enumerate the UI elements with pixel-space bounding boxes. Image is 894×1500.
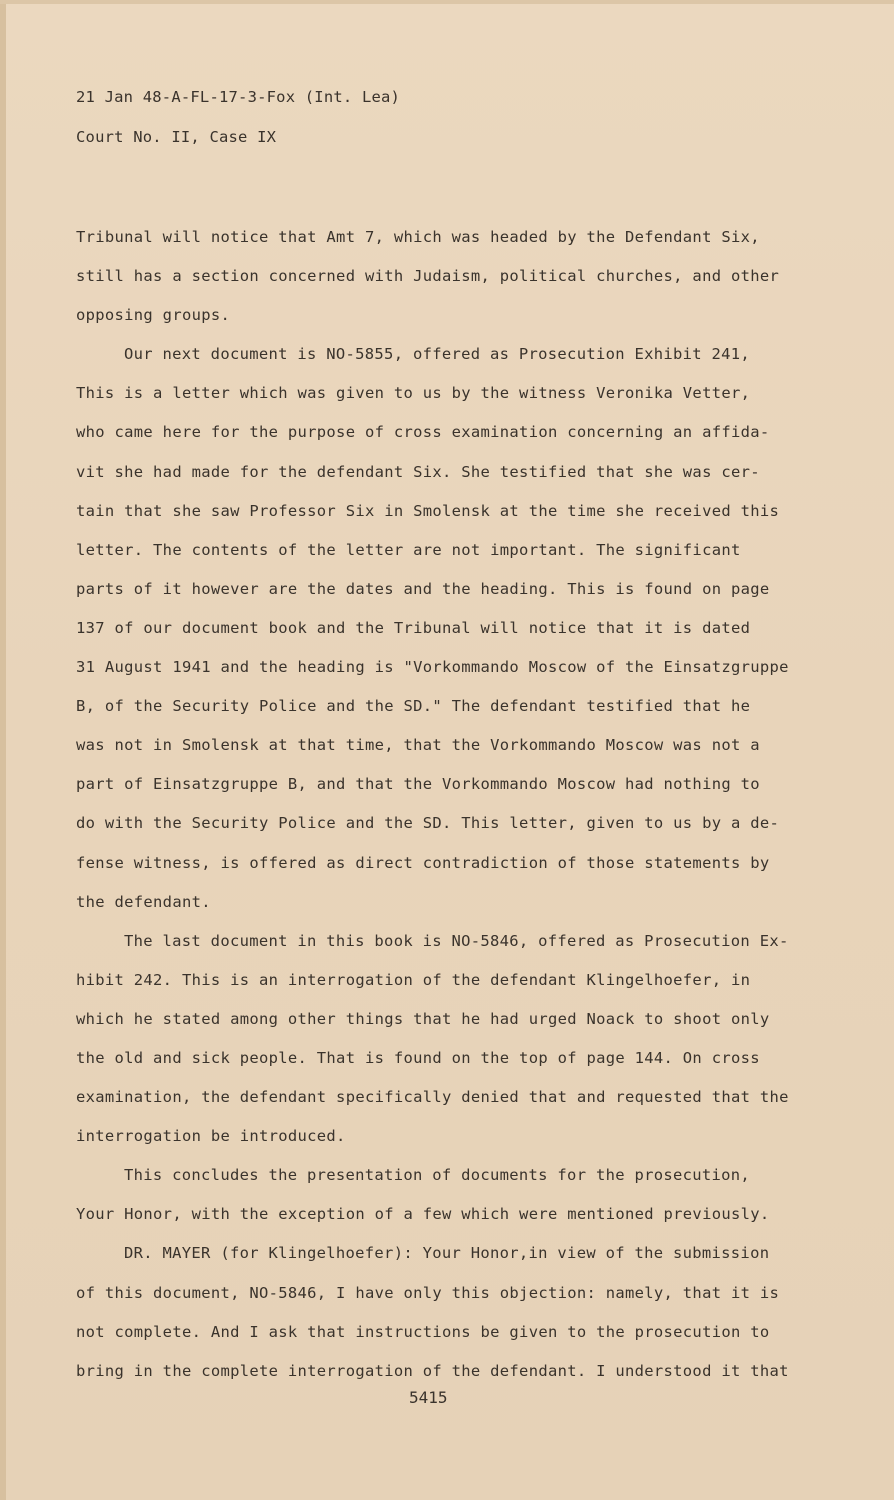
text-line: The last document in this book is NO-5846, offered as Prosecution Ex- (124, 931, 789, 950)
text-line: B, of the Security Police and the SD." The defendant testified that he (76, 697, 751, 716)
text-line: hibit 242. This is an interrogation of the defendant Klingelhoefer, in (76, 970, 751, 989)
text-line: Our next document is NO-5855, offered as Prosecution Exhibit 241, (124, 345, 751, 364)
paragraph (76, 1234, 816, 1390)
text-line: examination, the defendant specifically denied that and requested that the (76, 1088, 789, 1107)
text-line: still has a section concerned with Judaism, political churches, and other (76, 267, 780, 286)
text-line: vit she had made for the defendant Six. She testified that she was cer- (76, 462, 760, 481)
text-line: the old and sick people. That is found on the top of page 144. On cross (76, 1048, 760, 1067)
text-line: parts of it however are the dates and the heading. This is found on page (76, 579, 770, 598)
text-line: tain that she saw Professor Six in Smolensk at the time she received this (76, 501, 780, 520)
text-line: interrogation be introduced. (76, 1127, 346, 1146)
page-edge (0, 0, 6, 1500)
paragraph (76, 922, 816, 1157)
paragraph (76, 1156, 816, 1234)
text-line: of this document, NO-5846, I have only this objection: namely, that it is (76, 1283, 780, 1302)
text-line: This concludes the presentation of documents for the prosecution, (124, 1166, 751, 1185)
page-number: 5415 (409, 1388, 448, 1407)
header-court: Court No. II, Case IX (76, 128, 277, 146)
text-line: 31 August 1941 and the heading is "Vorkommando Moscow of the Einsatzgruppe (76, 658, 789, 677)
text-line: the defendant. (76, 892, 211, 911)
text-line: which he stated among other things that he had urged Noack to shoot only (76, 1009, 770, 1028)
paragraph (76, 335, 816, 921)
text-line: part of Einsatzgruppe B, and that the Vorkommando Moscow had nothing to (76, 775, 760, 794)
transcript-body (76, 218, 816, 1391)
header-reference: 21 Jan 48-A-FL-17-3-Fox (Int. Lea) (76, 88, 401, 106)
text-line: opposing groups. (76, 306, 231, 325)
paragraph (76, 218, 816, 335)
text-line: do with the Security Police and the SD. This letter, given to us by a de- (76, 814, 780, 833)
text-line: not complete. And I ask that instructions be given to the prosecution to (76, 1322, 770, 1341)
text-line: bring in the complete interrogation of the defendant. I understood it that (76, 1361, 789, 1380)
text-line: Tribunal will notice that Amt 7, which was headed by the Defendant Six, (76, 228, 760, 246)
text-line: fense witness, is offered as direct contradiction of those statements by (76, 853, 770, 872)
text-line: letter. The contents of the letter are not important. The significant (76, 540, 741, 559)
text-line: Your Honor, with the exception of a few which were mentioned previously. (76, 1205, 770, 1224)
text-line: DR. MAYER (for Klingelhoefer): Your Honor,in view of the submission (124, 1244, 770, 1263)
page-edge-top (0, 0, 894, 4)
text-line: 137 of our document book and the Tribunal will notice that it is dated (76, 618, 751, 637)
text-line: was not in Smolensk at that time, that the Vorkommando Moscow was not a (76, 736, 760, 755)
text-line: This is a letter which was given to us by the witness Veronika Vetter, (76, 384, 751, 403)
text-line: who came here for the purpose of cross examination concerning an affida- (76, 423, 770, 442)
